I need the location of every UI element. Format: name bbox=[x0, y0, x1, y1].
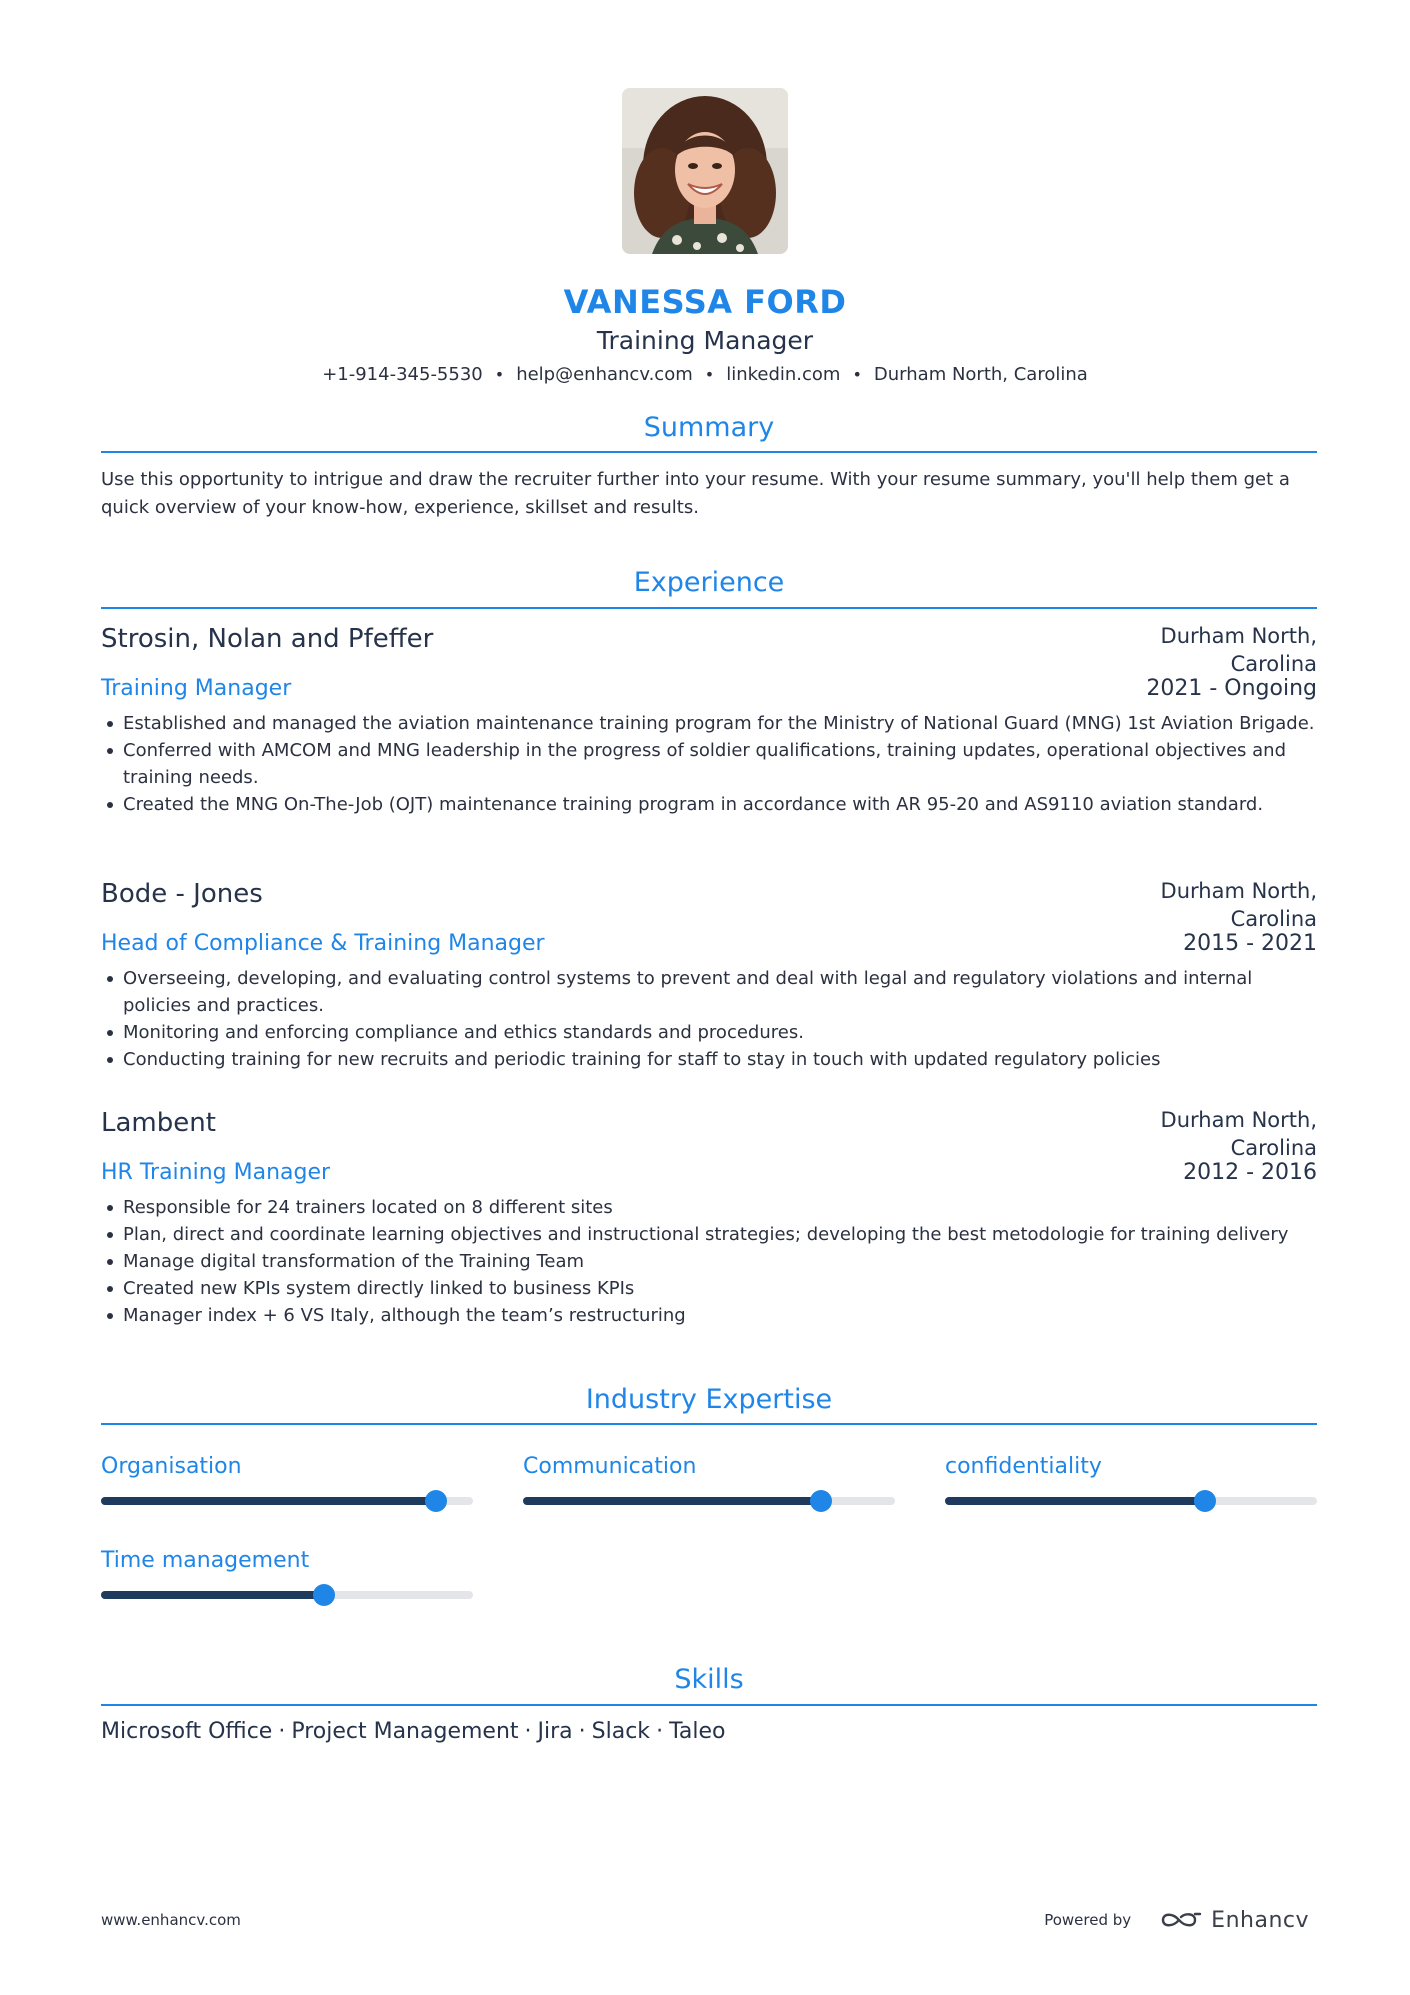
bullet-item: Created new KPIs system directly linked to business KPIs bbox=[101, 1275, 1317, 1302]
expertise-track bbox=[101, 1591, 473, 1599]
enhancv-logo[interactable] bbox=[1159, 1908, 1309, 1933]
contact-separator: • bbox=[704, 365, 715, 384]
expertise-divider bbox=[101, 1423, 1317, 1425]
job-role: HR Training Manager bbox=[101, 1160, 331, 1185]
bullet-item: Manage digital transformation of the Training Team bbox=[101, 1248, 1317, 1275]
expertise-track bbox=[945, 1497, 1317, 1505]
skills-divider bbox=[101, 1704, 1317, 1706]
expertise-knob bbox=[1194, 1490, 1216, 1512]
job-role: Training Manager bbox=[101, 676, 292, 701]
expertise-item bbox=[101, 1546, 473, 1576]
contact-separator: • bbox=[852, 365, 862, 384]
expertise-label: Communication bbox=[523, 1454, 697, 1479]
expertise-knob bbox=[425, 1490, 447, 1512]
expertise-track bbox=[523, 1497, 895, 1505]
job-location bbox=[1117, 877, 1317, 933]
skill-separator: · bbox=[524, 1719, 532, 1744]
skill-item: Project Management bbox=[291, 1719, 519, 1744]
expertise-fill bbox=[101, 1497, 436, 1505]
job-bullets bbox=[101, 965, 1317, 1073]
skill-separator: · bbox=[578, 1719, 586, 1744]
expertise-label: Time management bbox=[101, 1548, 310, 1573]
job-location-line: Durham North, bbox=[1160, 879, 1317, 903]
job-bullets bbox=[101, 710, 1317, 818]
job-location-line: Carolina bbox=[1230, 1136, 1317, 1160]
expertise-item bbox=[523, 1452, 895, 1482]
skills-heading: Skills bbox=[674, 1664, 744, 1695]
email: help@enhancv.com bbox=[516, 364, 693, 385]
summary-heading: Summary bbox=[643, 412, 775, 443]
job-location-line: Durham North, bbox=[1160, 624, 1317, 648]
experience-divider bbox=[101, 607, 1317, 609]
job-dates: 2021 - Ongoing bbox=[1146, 676, 1317, 701]
expertise-fill bbox=[101, 1591, 324, 1599]
job-location-line: Carolina bbox=[1230, 907, 1317, 931]
summary-text: Use this opportunity to intrigue and draw the recruiter further into your resume. With your resume summary, you'll help them get a quick overview of your know-how, experience, skillset and results. bbox=[101, 469, 1290, 518]
phone: +1-914-345-5530 bbox=[322, 364, 483, 385]
expertise-heading: Industry Expertise bbox=[585, 1384, 833, 1415]
footer-website[interactable]: www.enhancv.com bbox=[101, 1911, 241, 1929]
footer-branding bbox=[1044, 1904, 1309, 1936]
profile-photo bbox=[622, 88, 788, 254]
skills-list bbox=[101, 1717, 725, 1747]
skill-item: Jira bbox=[537, 1719, 573, 1744]
bullet-item: Plan, direct and coordinate learning objectives and instructional strategies; developing the best metodologie for training delivery bbox=[101, 1221, 1317, 1248]
expertise-item bbox=[945, 1452, 1317, 1482]
enhancv-brand-name: Enhancv bbox=[1211, 1907, 1309, 1933]
experience-heading: Experience bbox=[633, 567, 785, 598]
expertise-label: confidentiality bbox=[945, 1454, 1102, 1479]
skill-separator: · bbox=[278, 1719, 286, 1744]
job-role: Head of Compliance & Training Manager bbox=[101, 931, 545, 956]
expertise-knob bbox=[810, 1490, 832, 1512]
expertise-track bbox=[101, 1497, 473, 1505]
job-dates: 2015 - 2021 bbox=[1183, 931, 1317, 956]
candidate-name: VANESSA FORD bbox=[563, 283, 847, 321]
skill-separator: · bbox=[656, 1719, 664, 1744]
bullet-item: Conducting training for new recruits and periodic training for staff to stay in touch with updated regulatory policies bbox=[101, 1046, 1317, 1073]
expertise-fill bbox=[945, 1497, 1205, 1505]
bullet-item: Created the MNG On-The-Job (OJT) maintenance training program in accordance with AR 95-20 and AS9110 aviation standard. bbox=[101, 791, 1317, 818]
location: Durham North, Carolina bbox=[873, 364, 1088, 385]
bullet-item: Established and managed the aviation maintenance training program for the Ministry of National Guard (MNG) 1st Aviation Brigade. bbox=[101, 710, 1317, 737]
job-bullets bbox=[101, 1194, 1317, 1329]
job-location-line: Carolina bbox=[1230, 652, 1317, 676]
company-name: Strosin, Nolan and Pfeffer bbox=[101, 624, 434, 654]
expertise-label: Organisation bbox=[101, 1454, 242, 1479]
job-dates: 2012 - 2016 bbox=[1183, 1160, 1317, 1185]
expertise-knob bbox=[313, 1584, 335, 1606]
skill-item: Microsoft Office bbox=[101, 1719, 273, 1744]
job-location-line: Durham North, bbox=[1160, 1108, 1317, 1132]
job-location bbox=[1117, 1106, 1317, 1162]
candidate-title: Training Manager bbox=[596, 326, 814, 355]
bullet-item: Manager index + 6 VS Italy, although the team’s restructuring bbox=[101, 1302, 1317, 1329]
linkedin: linkedin.com bbox=[726, 364, 841, 385]
powered-by-label: Powered by bbox=[1044, 1911, 1132, 1929]
bullet-item: Overseeing, developing, and evaluating control systems to prevent and deal with legal and regulatory violations and internal policies and practices. bbox=[101, 965, 1317, 1019]
bullet-item: Monitoring and enforcing compliance and ethics standards and procedures. bbox=[101, 1019, 1317, 1046]
skill-item: Slack bbox=[591, 1719, 651, 1744]
company-name: Lambent bbox=[101, 1108, 216, 1138]
enhancv-logo-icon bbox=[1159, 1909, 1203, 1931]
summary-divider bbox=[101, 451, 1317, 453]
skill-item: Taleo bbox=[669, 1719, 726, 1744]
company-name: Bode - Jones bbox=[101, 879, 263, 909]
expertise-fill bbox=[523, 1497, 821, 1505]
bullet-item: Responsible for 24 trainers located on 8 different sites bbox=[101, 1194, 1317, 1221]
resume-header bbox=[0, 88, 1410, 388]
contact-separator: • bbox=[494, 365, 505, 384]
expertise-item bbox=[101, 1452, 473, 1482]
job-location bbox=[1117, 622, 1317, 678]
bullet-item: Conferred with AMCOM and MNG leadership in the progress of soldier qualifications, training updates, operational objectives and training needs. bbox=[101, 737, 1317, 791]
contact-line bbox=[0, 362, 1410, 388]
